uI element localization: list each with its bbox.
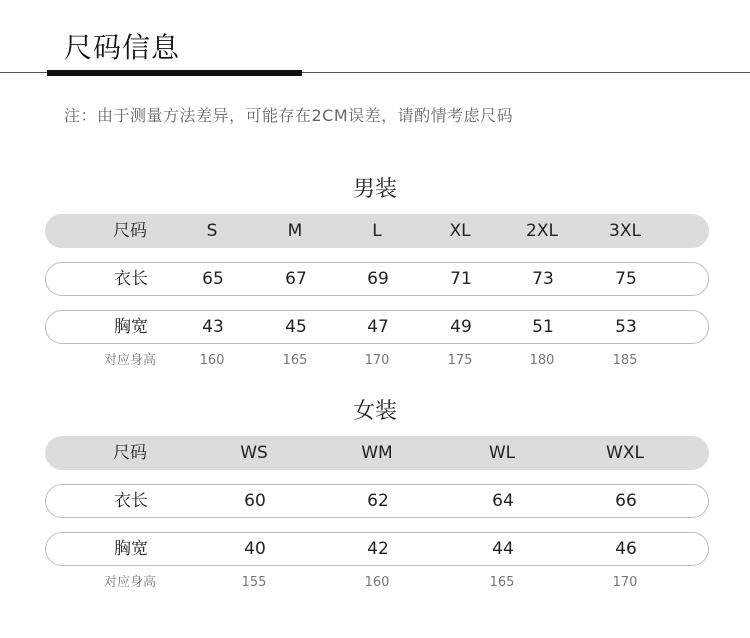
title-underline-accent xyxy=(47,70,302,76)
table-cell: 62 xyxy=(367,491,389,511)
men-height-row xyxy=(45,351,709,371)
measurement-note: 注：由于测量方法差异，可能存在2CM误差，请酌情考虑尺码 xyxy=(64,106,514,125)
height-value: 165 xyxy=(282,353,308,368)
table-cell: 73 xyxy=(532,269,554,289)
height-value: 175 xyxy=(447,353,473,368)
table-cell: 42 xyxy=(367,539,389,559)
header-cell: WXL xyxy=(606,443,644,463)
table-cell: 67 xyxy=(285,269,307,289)
height-value: 160 xyxy=(199,353,225,368)
header-cell: WS xyxy=(240,443,268,463)
women-height-row xyxy=(45,573,709,593)
table-cell: 45 xyxy=(285,317,307,337)
table-cell: 71 xyxy=(450,269,472,289)
table-cell: 60 xyxy=(244,491,266,511)
men-size-header-row xyxy=(45,214,709,248)
header-cell: WM xyxy=(361,443,393,463)
table-cell: 64 xyxy=(492,491,514,511)
header-cell: 尺码 xyxy=(113,443,147,463)
row-label: 胸宽 xyxy=(114,539,148,559)
men-chest-row xyxy=(45,310,709,344)
height-value: 165 xyxy=(489,575,515,590)
table-cell: 53 xyxy=(615,317,637,337)
header-cell: L xyxy=(372,221,382,241)
height-label: 对应身高 xyxy=(103,353,156,368)
height-value: 180 xyxy=(529,353,555,368)
row-label: 衣长 xyxy=(114,269,148,289)
women-length-row xyxy=(45,484,709,518)
women-chest-row xyxy=(45,532,709,566)
header-cell: S xyxy=(206,221,218,241)
page-title: 尺码信息 xyxy=(64,31,181,64)
women-size-header-row xyxy=(45,436,709,470)
height-value: 155 xyxy=(241,575,267,590)
header-cell: XL xyxy=(449,221,471,241)
women-section-title: 女装 xyxy=(352,399,397,424)
table-cell: 69 xyxy=(367,269,389,289)
height-value: 170 xyxy=(612,575,638,590)
table-cell: 44 xyxy=(492,539,514,559)
table-cell: 65 xyxy=(202,269,224,289)
height-label: 对应身高 xyxy=(103,575,156,590)
row-label: 胸宽 xyxy=(114,317,148,337)
header-cell: 2XL xyxy=(526,221,558,241)
men-length-row xyxy=(45,262,709,296)
header-cell: 尺码 xyxy=(113,221,147,241)
header-cell: M xyxy=(287,221,303,241)
table-cell: 46 xyxy=(615,539,637,559)
height-value: 160 xyxy=(364,575,390,590)
header-cell: 3XL xyxy=(609,221,641,241)
men-section-title: 男装 xyxy=(352,177,397,202)
height-value: 185 xyxy=(612,353,638,368)
table-cell: 47 xyxy=(367,317,389,337)
table-cell: 40 xyxy=(244,539,266,559)
row-label: 衣长 xyxy=(114,491,148,511)
table-cell: 66 xyxy=(615,491,637,511)
table-cell: 51 xyxy=(532,317,554,337)
table-cell: 49 xyxy=(450,317,472,337)
height-value: 170 xyxy=(364,353,390,368)
header-cell: WL xyxy=(488,443,516,463)
table-cell: 75 xyxy=(615,269,637,289)
table-cell: 43 xyxy=(202,317,224,337)
